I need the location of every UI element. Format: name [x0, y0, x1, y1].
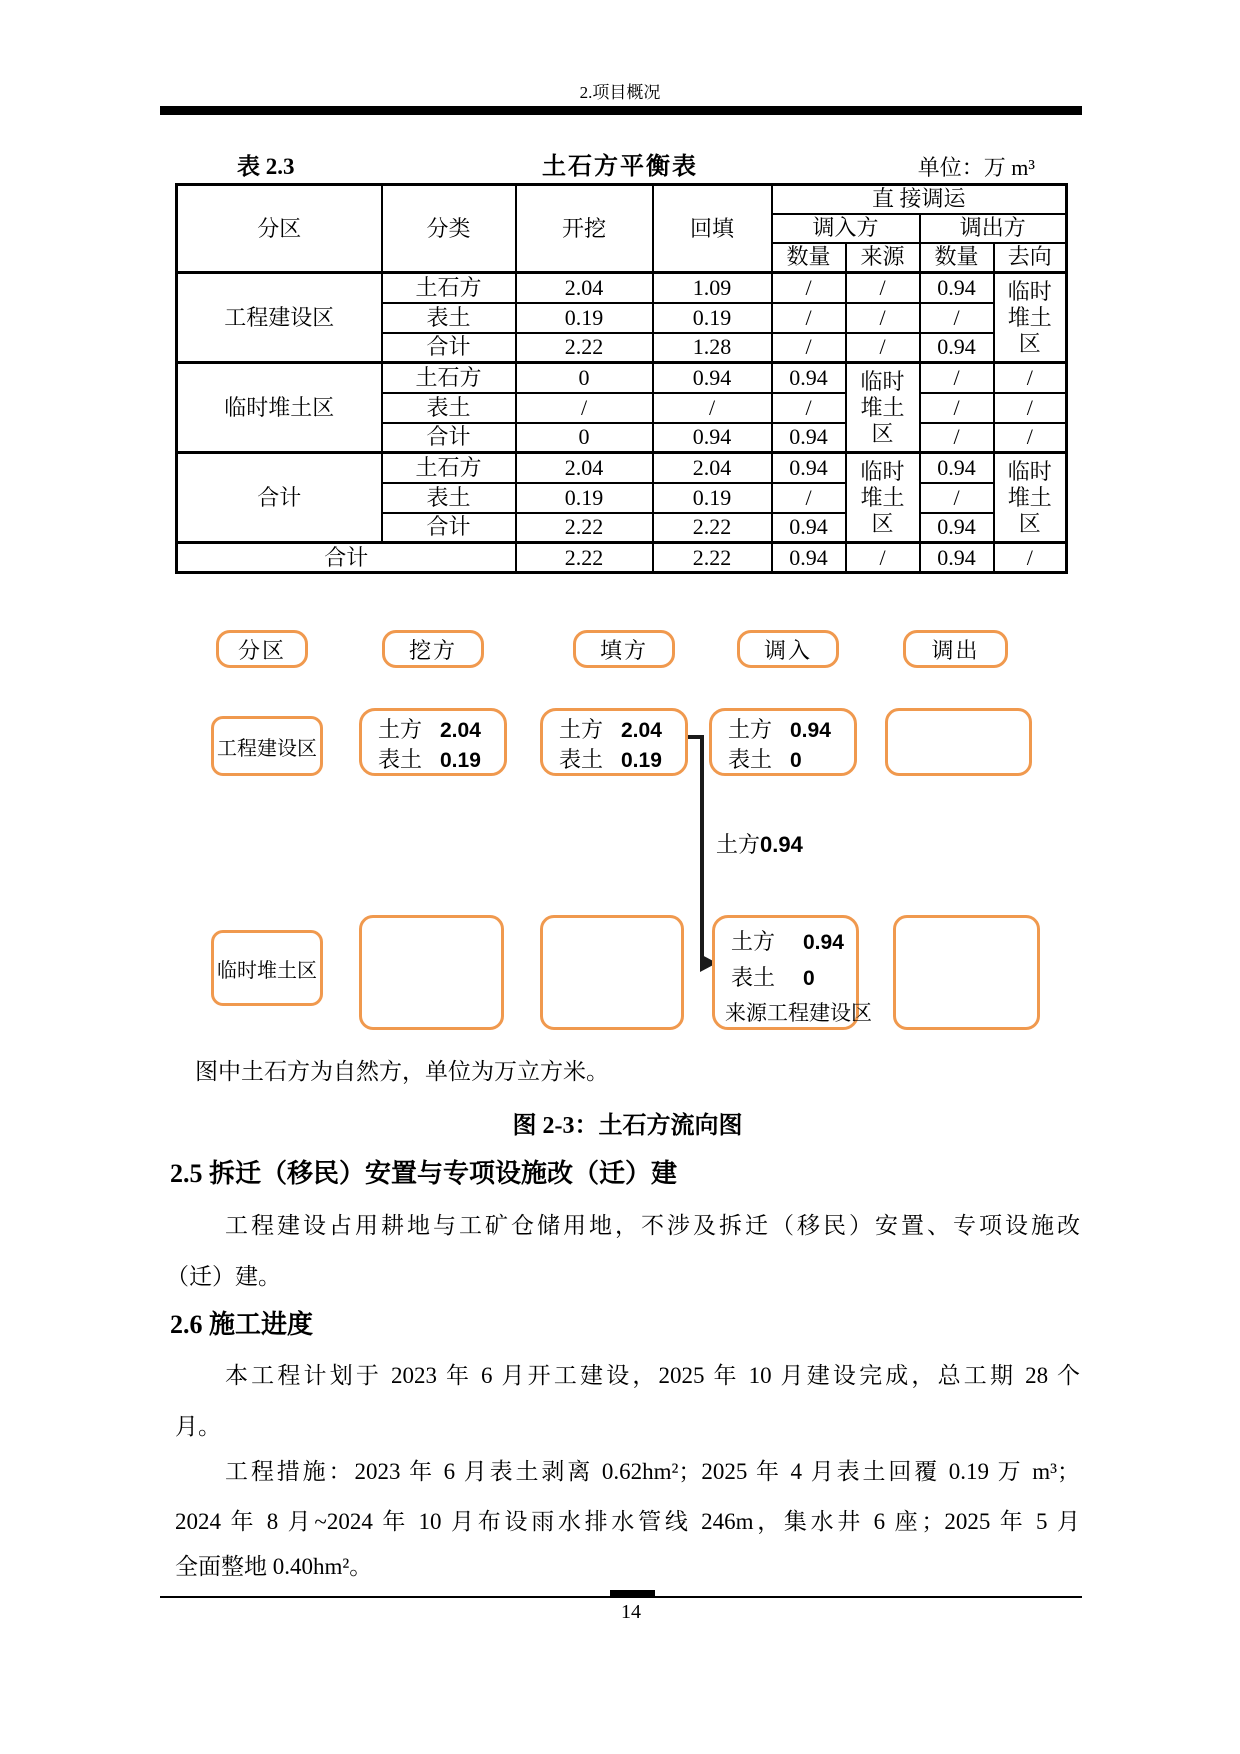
table-cell: /: [772, 303, 846, 333]
table-cell: 2.22: [516, 513, 653, 543]
table-header-cell: 来源: [846, 243, 920, 273]
diagram-zone-box: 临时堆土区: [211, 930, 323, 1006]
table-cell: 0.94: [772, 513, 846, 543]
table-cell: 工程建设区: [177, 273, 382, 363]
table-cell: /: [772, 333, 846, 363]
diagram-header-fill: 填方: [573, 630, 675, 668]
table-cell: 临时堆土区: [994, 273, 1067, 363]
table-title: 土石方平衡表: [542, 154, 698, 180]
kv-line: 表土 0.19: [559, 747, 662, 772]
table-cell: /: [846, 333, 920, 363]
table-cell: 临时堆土区: [846, 453, 920, 543]
diagram-header-in: 调入: [737, 630, 839, 668]
diagram-fill-box-r2: [540, 915, 684, 1030]
header-rule: [160, 106, 1082, 115]
arrow-label: 土方0.94: [716, 832, 803, 857]
table-cell: 0.94: [920, 333, 994, 363]
table-cell: 临时堆土区: [846, 363, 920, 453]
table-cell: 合计: [177, 543, 516, 573]
diagram-fill-box-r1: [540, 708, 688, 776]
table-header-cell: 分类: [382, 185, 516, 273]
table-cell: 临时堆土区: [177, 363, 382, 453]
table-cell: /: [920, 423, 994, 453]
diagram-zone-box: 工程建设区: [211, 716, 323, 776]
table-cell: 1.09: [653, 273, 772, 303]
table-cell: 土石方: [382, 363, 516, 393]
table-header-cell: 调出方: [920, 214, 1067, 243]
table-header-cell: 数量: [920, 243, 994, 273]
table-cell: 合计: [382, 333, 516, 363]
diagram-out-box-r2: [893, 915, 1040, 1030]
table-cell: 0.19: [653, 483, 772, 513]
section-heading-2-6: 2.6 施工进度: [170, 1310, 314, 1339]
page-number: 14: [621, 1601, 641, 1623]
table-cell: /: [920, 303, 994, 333]
figure-note: 图中土石方为自然方，单位为万立方米。: [195, 1059, 609, 1084]
table-cell: 土石方: [382, 273, 516, 303]
table-cell: 0.94: [772, 453, 846, 483]
table-cell: 表土: [382, 393, 516, 423]
table-cell: /: [920, 363, 994, 393]
table-cell: /: [920, 483, 994, 513]
table-header-cell: 分区: [177, 185, 382, 273]
diagram-out-box-r1: [885, 708, 1032, 776]
paragraph-2-6a-line-2: 月。: [175, 1414, 221, 1439]
section-heading-2-5: 2.5 拆迁（移民）安置与专项设施改（迁）建: [170, 1159, 678, 1188]
table-cell: 表土: [382, 483, 516, 513]
table-header-cell: 调入方: [772, 214, 920, 243]
kv-line: 土方 2.04: [559, 717, 662, 742]
table-cell: /: [846, 303, 920, 333]
table-cell: 2.04: [653, 453, 772, 483]
paragraph-2-6b-line-3: 全面整地 0.40hm²。: [175, 1554, 373, 1579]
table-cell: /: [994, 393, 1067, 423]
kv-line: 土方 0.94: [728, 717, 831, 742]
table-cell: 0.94: [772, 543, 846, 573]
table-cell: 临时堆土区: [994, 453, 1067, 543]
kv-line: 土方 0.94: [731, 929, 844, 954]
diagram-header-out: 调出: [903, 630, 1008, 668]
table-header-cell: 数量: [772, 243, 846, 273]
table-cell: 0.94: [653, 423, 772, 453]
table-cell: /: [846, 543, 920, 573]
table-cell: /: [846, 273, 920, 303]
table-header-cell: 直 接调运: [772, 185, 1067, 214]
table-cell: 0.94: [772, 423, 846, 453]
kv-line: 表土 0: [728, 747, 802, 772]
table-cell: 0.94: [920, 543, 994, 573]
earthwork-balance-table: [175, 183, 1068, 574]
diagram-in-box-r2: [712, 915, 872, 1030]
table-cell: 0.94: [920, 273, 994, 303]
table-cell: 0.94: [920, 453, 994, 483]
table-cell: 合计: [382, 423, 516, 453]
table-cell: 表土: [382, 303, 516, 333]
table-header-cell: 回填: [653, 185, 772, 273]
source-note: 来源工程建设区: [725, 1001, 872, 1025]
table-cell: 2.04: [516, 453, 653, 483]
table-cell: 0.19: [653, 303, 772, 333]
paragraph-2-6b-line-1: 工程措施：2023 年 6 月表土剥离 0.62hm²；2025 年 4 月表土回覆 0.19 万 m³；: [225, 1459, 1080, 1484]
table-cell: 合计: [177, 453, 382, 543]
diagram-header-dig: 挖方: [382, 630, 484, 668]
running-head: 2.项目概况: [579, 83, 661, 102]
table-cell: /: [772, 393, 846, 423]
diagram-header-zone: 分区: [216, 630, 308, 668]
table-header-cell: 开挖: [516, 185, 653, 273]
table-cell: 2.22: [516, 333, 653, 363]
table-cell: 0.19: [516, 483, 653, 513]
table-cell: 0.94: [920, 513, 994, 543]
table-cell: /: [772, 483, 846, 513]
table-cell: /: [994, 543, 1067, 573]
table-cell: 0: [516, 423, 653, 453]
diagram-dig-box-r1: [359, 708, 507, 776]
table-label: 表 2.3: [237, 154, 295, 179]
kv-line: 表土 0.19: [378, 747, 481, 772]
kv-line: 土方 2.04: [378, 717, 481, 742]
diagram-dig-box-r2: [359, 915, 504, 1030]
table-cell: /: [653, 393, 772, 423]
paragraph-2-5-line-2: （迁）建。: [166, 1264, 281, 1289]
paragraph-2-5-line-1: 工程建设占用耕地与工矿仓储用地，不涉及拆迁（移民）安置、专项设施改: [225, 1213, 1080, 1238]
table-header-cell: 去向: [994, 243, 1067, 273]
table-cell: /: [772, 273, 846, 303]
kv-line: 表土 0: [731, 965, 815, 990]
table-cell: /: [994, 423, 1067, 453]
table-cell: 1.28: [653, 333, 772, 363]
paragraph-2-6a-line-1: 本工程计划于 2023 年 6 月开工建设，2025 年 10 月建设完成，总工期 28 个: [225, 1363, 1080, 1388]
table-cell: 2.22: [653, 513, 772, 543]
table-unit: 单位：万 m³: [917, 155, 1035, 180]
table-cell: /: [920, 393, 994, 423]
table-cell: 0.19: [516, 303, 653, 333]
table-cell: /: [516, 393, 653, 423]
footer-tab: [610, 1590, 655, 1597]
table-cell: 2.04: [516, 273, 653, 303]
figure-caption: 图 2-3：土石方流向图: [512, 1113, 743, 1139]
table-cell: 0.94: [772, 363, 846, 393]
table-cell: 2.22: [516, 543, 653, 573]
table-cell: 2.22: [653, 543, 772, 573]
paragraph-2-6b-line-2: 2024 年 8 月~2024 年 10 月布设雨水排水管线 246m，集水井 6 座；2025 年 5 月: [175, 1509, 1080, 1534]
table-cell: 0: [516, 363, 653, 393]
table-cell: 0.94: [653, 363, 772, 393]
table-cell: /: [994, 363, 1067, 393]
table-cell: 土石方: [382, 453, 516, 483]
table-cell: 合计: [382, 513, 516, 543]
